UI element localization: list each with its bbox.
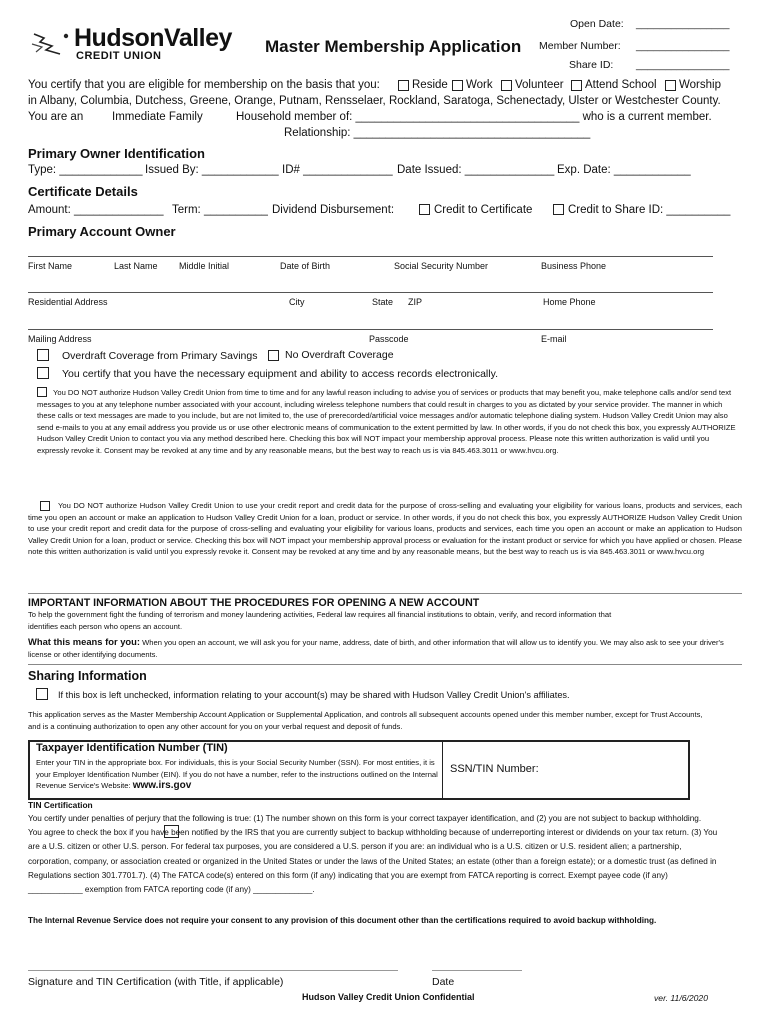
credit-data-consent-text: You DO NOT authorize Hudson Valley Credit Union to use your credit report and credit data for the purpose of cross-selling and evaluating your eligibility for various loans, products and services, each time you open an account or make an application to Hudson Valley Credit Union for a loan, product or service. In other words, if you do not check this box, you expressly AUTHORIZE Hudson Valley Credit Union to use your credit report and credit data for the purpose of cross-selling and evaluating your eligibility for various loans, products and services, each time you open an account or make an application to Hudson Valley Credit Union for a loan, product or service. Checking this box will NOT impact your membership approval process or evaluation for the instant product or service for which you have applied or chosen. Please note this written authorization is valid until you expressly revoke it. Consent may be revoked at any time and by any reasonable means, but the best way to reach us is via 845.463.3011 or www.hvcu.org [28, 501, 742, 557]
tin-heading: Taxpayer Identification Number (TIN) [36, 742, 228, 754]
open-date-label: Open Date: [570, 18, 624, 30]
member-number-label: Member Number: [539, 40, 621, 52]
email-label: E-mail [541, 334, 567, 344]
sharing-checkbox[interactable] [36, 688, 48, 700]
confidential-footer: Hudson Valley Credit Union Confidential [302, 992, 475, 1002]
signature-line[interactable] [28, 970, 398, 971]
credit-certificate-label: Credit to Certificate [434, 204, 533, 216]
date-line[interactable] [432, 970, 522, 971]
dob-label: Date of Birth [280, 261, 331, 271]
certification-part2: You agree to check the box if you have been notified by the IRS that you are currently subject to backup withholding because of underreporting interest or dividends on your tax return. (3) You are a U.S. citizen or other U.S. person. For federal tax purposes, you are considered a U.S. person if you are: an individual who is a U.S. citizen or U.S. resident alien; a partnership, corporation, company, or association created or organized in the United States or under the laws of the United States; an estate (other than a foreign estate); or a domestic trust (as defined in Regulations section 301.7701.7). (4) The FATCA code(s) entered on this form (if any) indicating that you are exempt from FATCA reporting is correct. Exempt payee code (if any) ____________ exemption from FATCA reporting code (if any) _____________. [28, 828, 718, 895]
what-this-means-label: What this means for you: [28, 636, 140, 647]
overdraft-savings-checkbox[interactable] [37, 349, 49, 361]
residential-address-label: Residential Address [28, 297, 108, 307]
term-field[interactable]: Term: __________ [172, 204, 268, 216]
share-id-field[interactable]: ________________ [636, 59, 730, 71]
important-rule-top [28, 593, 742, 594]
signature-label: Signature and TIN Certification (with Title, if applicable) [28, 976, 284, 988]
what-this-means-text: When you open an account, we will ask you for your name, address, date of birth, and other information that will allow us to identify you. We may also ask to see your driver's license or other identifying documents. [28, 638, 724, 659]
overdraft-savings-label: Overdraft Coverage from Primary Savings [62, 350, 258, 362]
middle-initial-label: Middle Initial [179, 261, 230, 271]
city-label: City [289, 297, 305, 307]
date-label: Date [432, 976, 455, 988]
mailing-address-label: Mailing Address [28, 334, 92, 344]
immediate-family-label: Immediate Family [112, 111, 203, 123]
page-title: Master Membership Application [265, 37, 522, 56]
irs-website-link[interactable]: www.irs.gov [132, 780, 192, 792]
account-owner-heading: Primary Account Owner [28, 224, 176, 239]
tin-text [36, 757, 438, 792]
attend-school-checkbox[interactable] [571, 80, 582, 91]
reside-label: Reside [412, 79, 448, 91]
volunteer-label: Volunteer [515, 79, 564, 91]
relationship-field[interactable]: Relationship: _____________________________________ [284, 127, 591, 139]
important-heading: IMPORTANT INFORMATION ABOUT THE PROCEDURES FOR OPENING A NEW ACCOUNT [28, 597, 480, 609]
logo-sub-text: CREDIT UNION [76, 50, 162, 62]
date-issued-field[interactable]: Date Issued: ______________ [397, 164, 555, 176]
state-label: State [372, 297, 394, 307]
credit-share-field[interactable]: Credit to Share ID: __________ [568, 204, 731, 216]
what-this-means [28, 636, 728, 660]
member-number-field[interactable]: ________________ [636, 40, 730, 52]
tin-box-divider [442, 742, 443, 798]
row3-line[interactable] [28, 329, 713, 330]
certification-part1: You certify under penalties of perjury that the following is true: (1) The number shown on this form is your correct taxpayer identification, and (2) you are not subject to backup withholding. [28, 814, 702, 823]
logo [30, 26, 240, 66]
you-are-an-label: You are an [28, 111, 84, 123]
dividend-label: Dividend Disbursement: [272, 204, 395, 216]
work-checkbox[interactable] [452, 80, 463, 91]
tin-certification-heading: TIN Certification [28, 800, 93, 810]
row1-line[interactable] [28, 256, 713, 257]
certificate-heading: Certificate Details [28, 184, 138, 199]
issued-by-field[interactable]: Issued By: ____________ [145, 164, 279, 176]
credit-share-checkbox[interactable] [553, 204, 564, 215]
sharing-heading: Sharing Information [28, 669, 147, 683]
ssn-tin-input[interactable] [548, 760, 684, 780]
eligibility-prefix: You certify that you are eligible for membership on the basis that you: [28, 79, 380, 91]
open-date-field[interactable]: ________________ [636, 18, 730, 30]
amount-field[interactable]: Amount: ______________ [28, 204, 164, 216]
important-text: To help the government fight the funding of terrorism and money laundering activities, Federal law requires all financial institutions to obtain, verify, and record information that identifies each person who opens an account. [28, 610, 612, 631]
credit-certificate-checkbox[interactable] [419, 204, 430, 215]
primary-owner-id-heading: Primary Owner Identification [28, 146, 205, 161]
household-member-field[interactable]: Household member of: ___________________________________ who is a current member. [236, 111, 712, 123]
equipment-label: You certify that you have the necessary equipment and ability to access records electronically. [62, 368, 498, 380]
business-phone-label: Business Phone [541, 261, 607, 271]
tin-instructions: Enter your TIN in the appropriate box. For individuals, this is your Social Security Number (SSN). For most entities, it is your Employer Identification Number (EIN). If you do not have a number, refer to the instructions outlined on the Internal Revenue Service's Website: [36, 758, 438, 791]
river-logo-icon [30, 28, 72, 62]
contact-consent-text: You DO NOT authorize Hudson Valley Credit Union from time to time and for any lawful reason including to advise you of services or products that may benefit you, make telephone calls and/or send text messages to you at any telephone number associated with your account, including wireless telephone numbers that could result in charges to you as dictated by your service provider. The manner in which these calls or text messages are made to you include, but are not limited to, the use of prerecorded/artificial voice messages and/or automatic telephone dialing system. Hudson Valley Credit Union may also send e-mails to you at any email address you provide us or use other electronic means of communication to the extent permitted by law. In other words, if you do not check this box, you expressly AUTHORIZE Hudson Valley Credit Union to contact you via any method described here. Checking this box will NOT impact your membership approval process. Please note this written authorization is valid until you expressly revoke it. Consent may be revoked at any time and by any reasonable means, but the best way to reach us is via 845.463.3011 or www.hvcu.org. [37, 388, 736, 455]
id-type-field[interactable]: Type: _____________ [28, 164, 143, 176]
version-footer: ver. 11/6/2020 [654, 993, 708, 1003]
worship-checkbox[interactable] [665, 80, 676, 91]
reside-checkbox[interactable] [398, 80, 409, 91]
sharing-checkbox-text: If this box is left unchecked, information relating to your account(s) may be shared with Hudson Valley Credit Union's affiliates. [58, 690, 570, 700]
worship-label: Worship [679, 79, 721, 91]
first-name-label: First Name [28, 261, 73, 271]
logo-main-text: HudsonValley [74, 24, 232, 52]
equipment-checkbox[interactable] [37, 367, 49, 379]
ssn-tin-label: SSN/TIN Number: [450, 763, 539, 775]
important-rule-bottom [28, 664, 742, 665]
exp-date-field[interactable]: Exp. Date: ____________ [557, 164, 691, 176]
home-phone-label: Home Phone [543, 297, 596, 307]
id-number-field[interactable]: ID# ______________ [282, 164, 393, 176]
passcode-label: Passcode [369, 334, 409, 344]
zip-label: ZIP [408, 297, 423, 307]
share-id-label: Share ID: [569, 59, 614, 71]
county-list: in Albany, Columbia, Dutchess, Greene, Orange, Putnam, Rensselaer, Rockland, Saratoga, Schenectady, Ulster or Westchester County. [28, 95, 721, 107]
no-overdraft-checkbox[interactable] [268, 350, 279, 361]
work-label: Work [466, 79, 493, 91]
master-application-text: This application serves as the Master Membership Account Application or Supplemental Application, and controls all subsequent accounts opened under this member number, except for Trust Accounts, and is a continuing authorization to open any other account for you on your verbal request and deposit of funds. [28, 710, 703, 731]
tin-certification-text [28, 812, 724, 897]
ssn-label: Social Security Number [394, 261, 489, 271]
irs-consent-note: The Internal Revenue Service does not require your consent to any provision of this document other than the certifications required to avoid backup withholding. [28, 916, 657, 925]
no-overdraft-label: No Overdraft Coverage [285, 349, 394, 361]
row2-line[interactable] [28, 292, 713, 293]
attend-school-label: Attend School [585, 79, 657, 91]
volunteer-checkbox[interactable] [501, 80, 512, 91]
last-name-label: Last Name [114, 261, 158, 271]
